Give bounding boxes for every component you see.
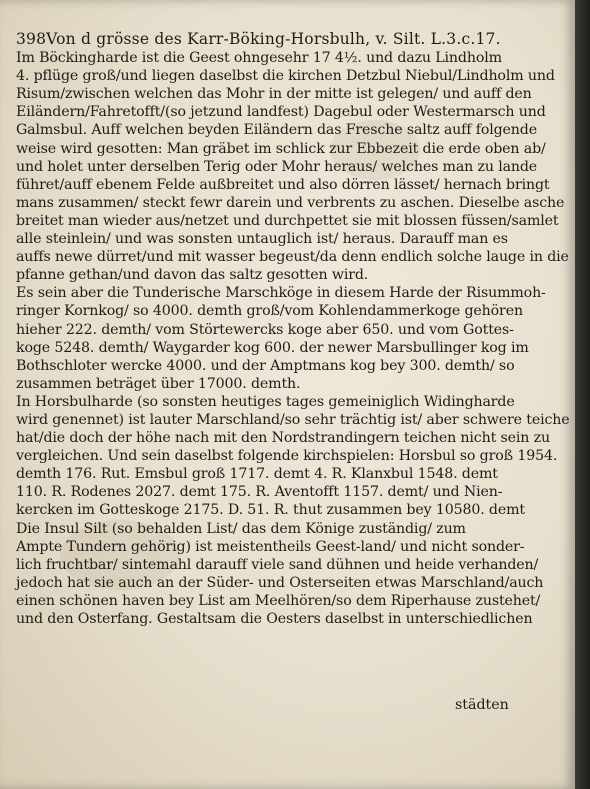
- text-lines: [16, 49, 570, 628]
- text-line: ringer Kornkog/ so 4000. demth groß/vom Kohlendammerkoge gehören: [16, 303, 523, 320]
- text-line: und den Osterfang. Gestaltsam die Oesters daselbst in unterschiedlichen: [16, 611, 533, 627]
- text-line: weise wird gesotten: Man gräbet im schlick zur Ebbezeit die erde oben ab/: [16, 140, 546, 157]
- text-line: lich fruchtbar/ sintemahl darauff viele sand dühnen und heide verhanden/: [16, 556, 539, 573]
- text-line: auffs newe dürret/und mit wasser begeust/da denn endlich solche lauge in die: [16, 249, 569, 266]
- text-line: Bothschloter wercke 4000. und der Amptmans kog bey 300. demth/ so: [16, 357, 515, 374]
- catchword: städten: [455, 697, 509, 713]
- text-line: Eiländern/Fahretofft/(so jetzund landfest) Dagebul oder Westermarsch und: [16, 104, 546, 121]
- text-line: wird genennet) ist lauter Marschland/so sehr trächtig ist/ aber schwere teiche: [16, 411, 570, 428]
- text-line: Risum/zwischen welchen das Mohr in der mitte ist gelegen/ und auff den: [16, 86, 532, 103]
- text-line: Galmsbul. Auff welchen beyden Eiländern das Fresche saltz auff folgende: [16, 122, 537, 139]
- text-line: mans zusammen/ steckt fewr darein und verbrents zu aschen. Dieselbe asche: [16, 194, 565, 211]
- text-line: koge 5248. demth/ Waygarder kog 600. der newer Marsbullinger kog im: [16, 339, 529, 356]
- text-line: einen schönen haven bey List am Meelhören/so dem Riperhause zustehet/: [16, 592, 541, 609]
- text-line: kercken im Gotteskoge 2175. D. 51. R. thut zusammen bey 10580. demt: [16, 502, 525, 519]
- text-line: zusammen beträget über 17000. demth.: [16, 375, 301, 392]
- text-line: Im Böckingharde ist die Geest ohngesehr 17 4½. und dazu Lindholm: [16, 50, 502, 67]
- text-line: führet/auff ebenem Felde außbreitet und also dörren lässet/ hernach bringt: [16, 176, 550, 193]
- text-line: Ampte Tundern gehörig) ist meistentheils Geest-land/ und nicht sonder-: [16, 538, 525, 555]
- running-header: 398Von d grösse des Karr-Böking-Horsbulh, v. Silt. L.3.c.17.: [16, 30, 501, 48]
- text-line: Es sein aber die Tunderische Marschköge in diesem Harde der Risummoh-: [16, 285, 546, 302]
- text-line: hat/die doch der höhe nach mit den Nordstrandingern teichen nicht sein zu: [16, 430, 550, 447]
- text-line: hieher 222. demth/ vom Störtewercks koge aber 650. und vom Gottes-: [16, 321, 514, 338]
- text-line: 4. pflüge groß/und liegen daselbst die kirchen Detzbul Niebul/Lindholm und: [16, 68, 555, 85]
- text-line: Die Insul Silt (so behalden List/ das dem Könige zuständig/ zum: [16, 520, 466, 537]
- text-line: In Horsbulharde (so sonsten heutiges tages gemeiniglich Widingharde: [16, 393, 515, 410]
- text-line: 110. R. Rodenes 2027. demt 175. R. Aventofft 1157. demt/ und Nien-: [16, 484, 503, 501]
- text-line: pfanne gethan/und davon das saltz gesotten wird.: [16, 267, 369, 284]
- page-text: [16, 30, 570, 628]
- text-line: breitet man wieder aus/netzet und durchpettet sie mit blossen füssen/samlet: [16, 212, 559, 229]
- text-line: vergleichen. Und sein daselbst folgende kirchspielen: Horsbul so groß 1954.: [16, 448, 558, 465]
- text-line: und holet unter derselben Terig oder Mohr heraus/ welches man zu lande: [16, 158, 538, 175]
- text-line: alle steinlein/ und was sonsten untauglich ist/ heraus. Darauff man es: [16, 231, 508, 248]
- text-line: demth 176. Rut. Emsbul groß 1717. demt 4. R. Klanxbul 1548. demt: [16, 466, 498, 483]
- text-line: jedoch hat sie auch an der Süder- und Osterseiten etwas Marschland/auch: [16, 574, 544, 591]
- book-spine-shadow: [575, 0, 590, 789]
